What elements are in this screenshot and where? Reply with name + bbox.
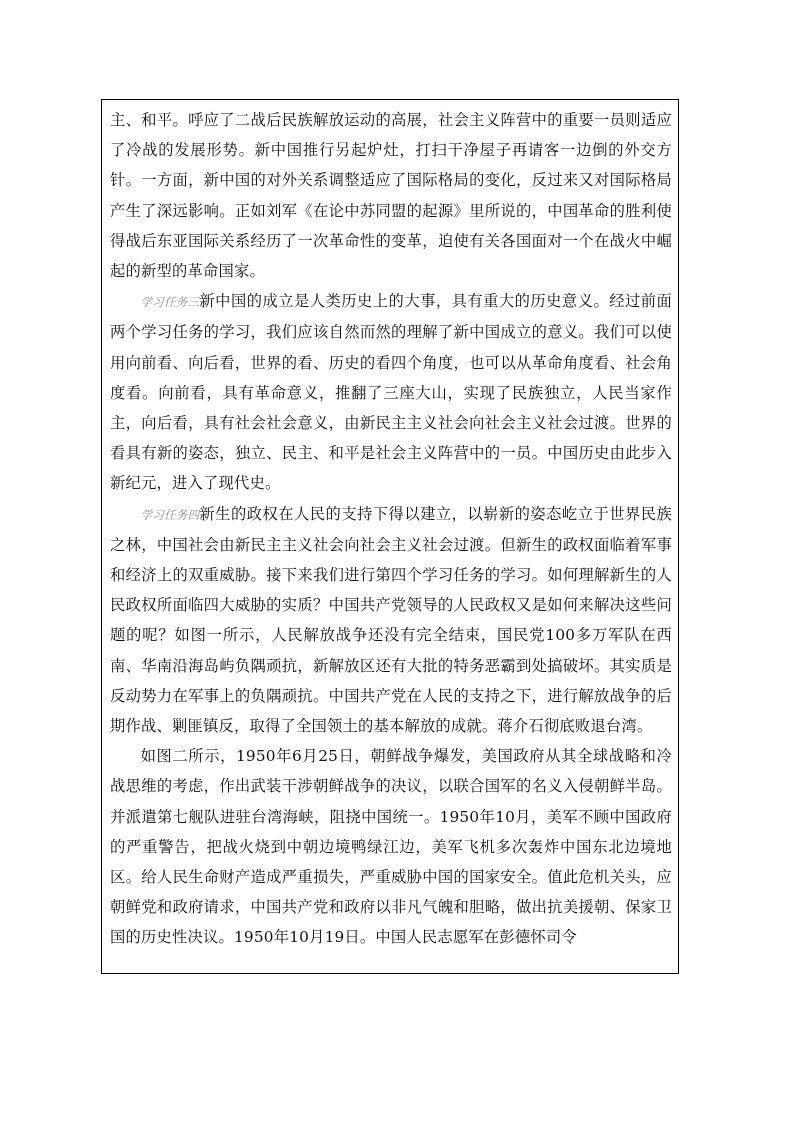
document-table-cell <box>101 99 679 974</box>
paragraph-continuation <box>110 105 672 286</box>
paragraph-task-four <box>110 499 672 742</box>
paragraph-text: 新生的政权在人民的支持下得以建立，以崭新的姿态屹立于世界民族之林，中国社会由新民主主义社会向社会主义社会过渡。但新生的政权面临着军事和经济上的双重威胁。接下来我们进行第四个学习任务的学习。如何理解新生的人民政权所面临四大威胁的实质？中国共产党领导的人民政权又是如何来解决这些问题的呢？如图一所示，人民解放战争还没有完全结束，国民党100多万军队在西南、华南沿海岛屿负隅顽抗，新解放区还有大批的特务恶霸到处搞破坏。其实质是反动势力在军事上的负隅顽抗。中国共产党在人民的支持之下，进行解放战争的后期作战、剿匪镇反，取得了全国领土的基本解放的成就。蒋介石彻底败退台湾。 <box>110 504 672 736</box>
paragraph-text: 新中国的成立是人类历史上的大事，具有重大的历史意义。经过前面两个学习任务的学习，我们应该自然而然的理解了新中国成立的意义。我们可以使用向前看、向后看，世界的看、历史的看四个角度，也可以从革命角度看、社会角度看。向前看，具有革命意义，推翻了三座大山，实现了民族独立，人民当家作主，向后看，具有社会社会意义，由新民主主义社会向社会主义社会过渡。世界的看具有新的姿态，独立、民主、和平是社会主义阵营中的一员。中国历史由此步入新纪元，进入了现代史。 <box>110 292 672 493</box>
paragraph-task-three <box>110 286 672 498</box>
task-three-label: 学习任务三 <box>140 295 200 310</box>
task-four-label: 学习任务四 <box>140 507 200 522</box>
paragraph-text: 主、和平。呼应了二战后民族解放运动的高展，社会主义阵营中的重要一员则适应了冷战的发展形势。新中国推行另起炉灶，打扫干净屋子再请客一边倒的外交方针。一方面，新中国的对外关系调整适应了国际格局的变化，反过来又对国际格局产生了深远影响。正如刘军《在论中苏同盟的起源》里所说的，中国革命的胜利使得战后东亚国际关系经历了一次革命性的变革，迫使有关各国面对一个在战火中崛起的新型的革命国家。 <box>110 111 672 281</box>
paragraph-text: 如图二所示，1950年6月25日，朝鲜战争爆发，美国政府从其全球战略和冷战思维的考虑，作出武装干涉朝鲜战争的决议，以联合国军的名义入侵朝鲜半岛。并派遣第七舰队进驻台湾海峡，阻挠中国统一。1950年10月，美军不顾中国政府的严重警告，把战火烧到中朝边境鸭绿江边，美军飞机多次轰炸中国东北边境地区。给人民生命财产造成严重损失，严重威胁中国的国家安全。值此危机关头，应朝鲜党和政府请求，中国共产党和政府以非凡气魄和胆略，做出抗美援朝、保家卫国的历史性决议。1950年10月19日。中国人民志愿军在彭德怀司令 <box>110 747 672 947</box>
paragraph-korean-war <box>110 741 672 952</box>
document-body <box>110 105 672 953</box>
